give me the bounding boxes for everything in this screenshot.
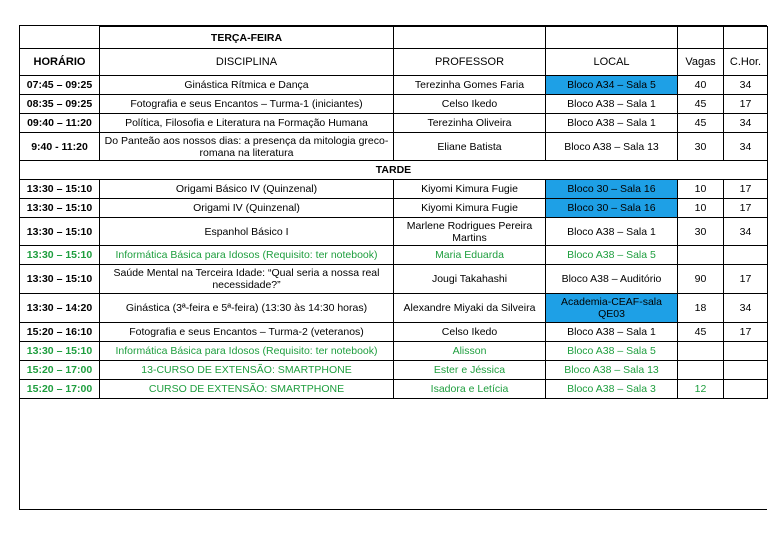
table-row: 13:30 – 14:20 Ginástica (3ª-feira e 5ª-feira) (13:30 às 14:30 horas) Alexandre Miyaki da Silveira Academia-CEAF-sala QE03 18 34 xyxy=(20,294,768,323)
header-professor: PROFESSOR xyxy=(394,49,546,76)
table-row: 07:45 – 09:25 Ginástica Rítmica e Dança Terezinha Gomes Faria Bloco A34 – Sala 5 40 34 xyxy=(20,76,768,95)
header-horario: HORÁRIO xyxy=(20,49,100,76)
day-title-row xyxy=(20,27,768,49)
section-tarde: TARDE xyxy=(20,161,768,180)
table-row: 13:30 – 15:10 Informática Básica para Idosos (Requisito: ter notebook) Maria Eduarda Bloco A38 – Sala 5 xyxy=(20,246,768,265)
table-row: 9:40 - 11:20 Do Panteão aos nossos dias: a presença da mitologia greco-romana na literatura Eliane Batista Bloco A38 – Sala 13 30 34 xyxy=(20,133,768,161)
table-row: 13:30 – 15:10 Saúde Mental na Terceira Idade: “Qual seria a nossa real necessidade?” Jougi Takahashi Bloco A38 – Auditório 90 17 xyxy=(20,265,768,294)
header-local: LOCAL xyxy=(546,49,678,76)
header-chor: C.Hor. xyxy=(724,49,768,76)
table-row: 15:20 – 17:00 CURSO DE EXTENSÃO: SMARTPHONE Isadora e Letícia Bloco A38 – Sala 3 12 xyxy=(20,380,768,399)
table-row: 13:30 – 15:10 Informática Básica para Idosos (Requisito: ter notebook) Alisson Bloco A38 – Sala 5 xyxy=(20,342,768,361)
header-disciplina: DISCIPLINA xyxy=(100,49,394,76)
table-row: 08:35 – 09:25 Fotografia e seus Encantos – Turma-1 (iniciantes) Celso Ikedo Bloco A38 – Sala 1 45 17 xyxy=(20,95,768,114)
day-title: TERÇA-FEIRA xyxy=(100,27,394,49)
table-row: 13:30 – 15:10 Origami IV (Quinzenal) Kiyomi Kimura Fugie Bloco 30 – Sala 16 10 17 xyxy=(20,199,768,218)
table-row: 15:20 – 16:10 Fotografia e seus Encantos – Turma-2 (veteranos) Celso Ikedo Bloco A38 – Sala 1 45 17 xyxy=(20,323,768,342)
table-row: 09:40 – 11:20 Política, Filosofia e Literatura na Formação Humana Terezinha Oliveira Bloco A38 – Sala 1 45 34 xyxy=(20,114,768,133)
table-row: 13:30 – 15:10 Espanhol Básico I Marlene Rodrigues Pereira Martins Bloco A38 – Sala 1 30 34 xyxy=(20,218,768,246)
header-row xyxy=(20,49,768,76)
header-vagas: Vagas xyxy=(678,49,724,76)
schedule-table xyxy=(19,26,768,399)
table-row: 15:20 – 17:00 13-CURSO DE EXTENSÃO: SMARTPHONE Ester e Jéssica Bloco A38 – Sala 13 xyxy=(20,361,768,380)
table-row: 13:30 – 15:10 Origami Básico IV (Quinzenal) Kiyomi Kimura Fugie Bloco 30 – Sala 16 10 17 xyxy=(20,180,768,199)
section-row-tarde xyxy=(20,161,768,180)
